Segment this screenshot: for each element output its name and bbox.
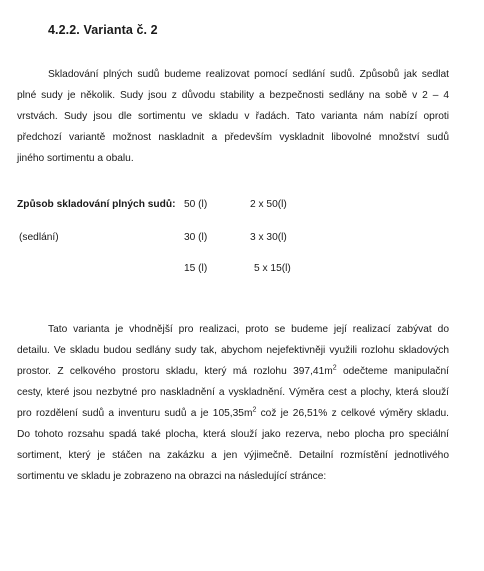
storage-method-label: Způsob skladování plných sudů:	[17, 199, 176, 210]
text-fragment: pro rozdělení sudů a inventuru sudů a je 105,35m	[17, 408, 253, 419]
storage-method-sublabel: (sedlání)	[19, 232, 59, 243]
paragraph-line: Tato varianta je vhodnější pro realizaci, proto se budeme její realizací zabývat do	[48, 324, 449, 335]
volume-value: 30 (l)	[184, 232, 208, 243]
text-fragment: prostor. Z celkového prostoru skladu, který má rozlohu 397,41m	[17, 366, 333, 377]
arrangement-value: 2 x 50(l)	[250, 199, 287, 210]
paragraph-line	[17, 403, 449, 424]
paragraph-line: předchozí variantě možnost naskladnit a především vyskladnit libovolné množství sudů	[17, 132, 449, 143]
paragraph-line	[17, 361, 449, 382]
superscript: 2	[332, 364, 337, 372]
arrangement-value: 5 x 15(l)	[254, 263, 291, 274]
paragraph-line: sortimentu ve skladu je zobrazeno na obrazci na následující stránce:	[17, 471, 327, 482]
volume-value: 15 (l)	[184, 263, 208, 274]
paragraph-line: sortiment, který je stáčen na zakázku a jen výjimečně. Detailní rozmístění jednotlivého	[17, 450, 449, 461]
section-heading: 4.2.2. Varianta č. 2	[48, 23, 158, 37]
paragraph-line: Skladování plných sudů budeme realizovat pomocí sedlání sudů. Způsobů jak sedlat	[48, 69, 449, 80]
arrangement-value: 3 x 30(l)	[250, 232, 287, 243]
paragraph-line: vrstvách. Sudy jsou dle sortimentu ve skladu v řadách. Tato varianta nám nabízí oproti	[17, 111, 449, 122]
paragraph-line: Do tohoto rozsahu spadá také plocha, která slouží jako rezerva, nebo plocha pro speciální	[17, 429, 449, 440]
superscript: 2	[252, 406, 257, 414]
text-fragment: odečteme manipulační	[336, 366, 449, 377]
intro-paragraph	[17, 64, 449, 169]
paragraph-line: plné sudy je několik. Sudy jsou z důvodu stability a bezpečnosti sedlány na sobě v 2 – 4	[17, 90, 449, 101]
volume-value: 50 (l)	[184, 199, 208, 210]
text-fragment: což je 26,51% z celkové výměry skladu.	[256, 408, 449, 419]
paragraph-line: cesty, které jsou nezbytné pro naskladnění a vyskladnění. Výměra cest a plochy, která slouží	[17, 387, 449, 398]
paragraph-line: detailu. Ve skladu budou sedlány sudy tak, abychom nejefektivněji využili rozlohu skladových	[17, 345, 449, 356]
detail-paragraph	[17, 319, 449, 487]
paragraph-line: jiného sortimentu a obalu.	[17, 153, 134, 164]
